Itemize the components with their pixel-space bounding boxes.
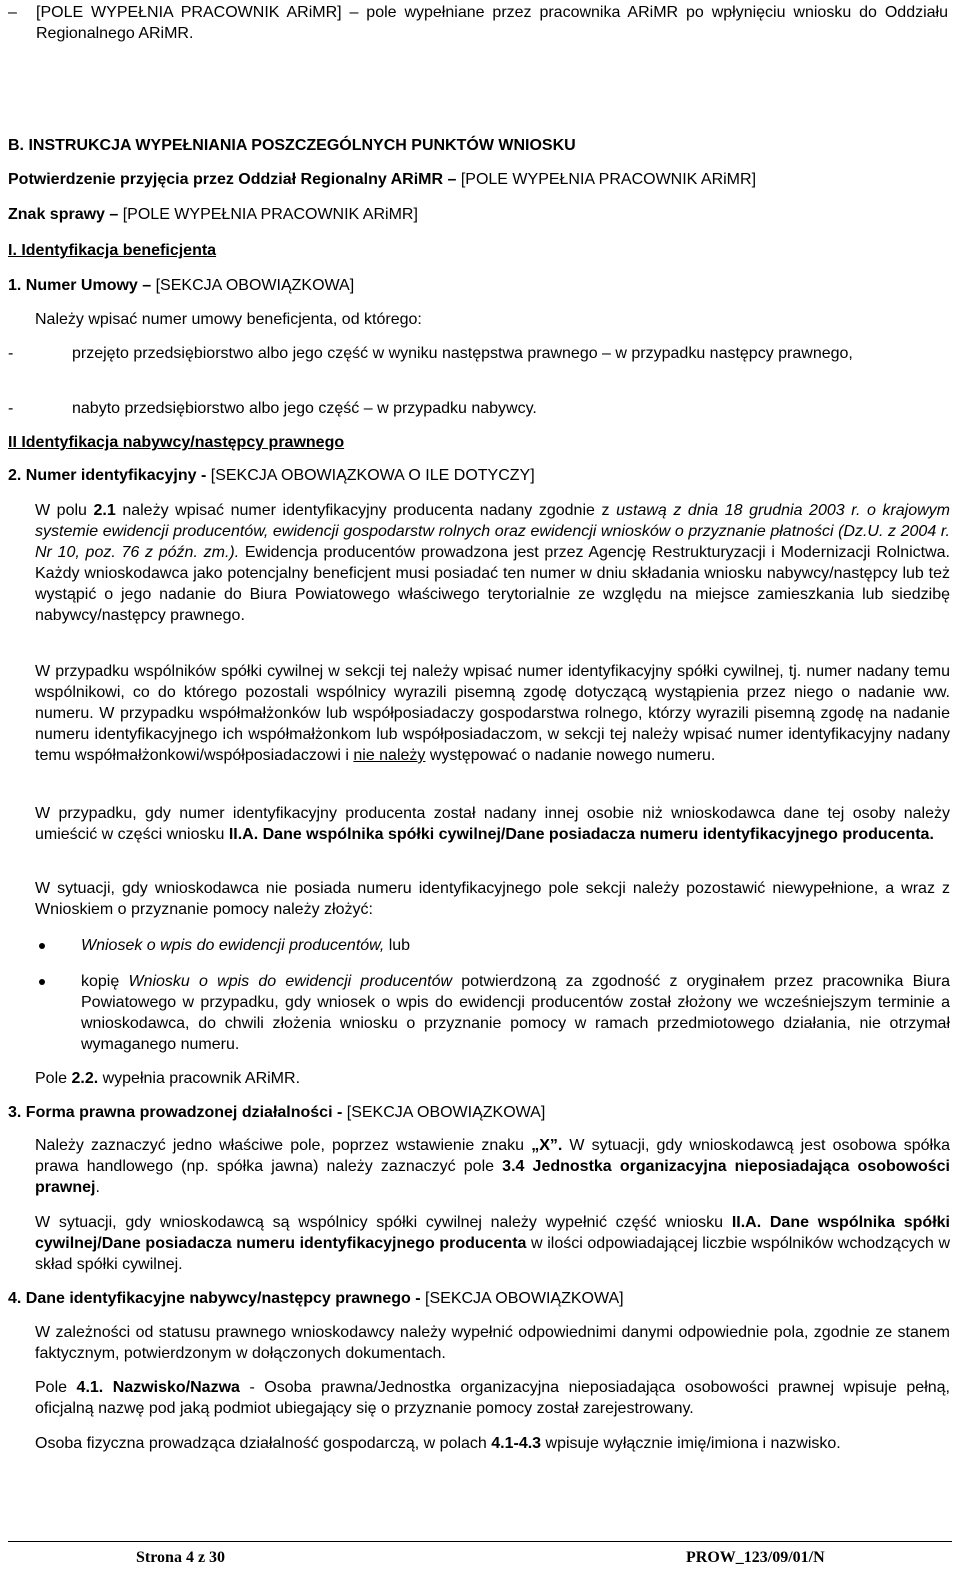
case-number-line: [8, 204, 950, 225]
text-span: W sytuacji, gdy wnioskodawca nie posiada numeru identyfikacyjnego pole sekcji należy pozostawić niewypełnione, a wraz z Wnioskiem o przyznanie pomocy należy złożyć:: [35, 880, 950, 918]
top-list-item: [8, 2, 948, 44]
item2-section: [SEKCJA OBOWIĄZKOWA O ILE DOTYCZY]: [206, 467, 535, 484]
item3-label: 3. Forma prawna prowadzonej działalności -: [8, 1104, 343, 1121]
text-span: Należy zaznaczyć jedno właściwe pole, poprzez wstawienie znaku: [35, 1137, 532, 1154]
item2-heading: [8, 465, 950, 486]
heading-acquirer: II Identyfikacja nabywcy/następcy prawnego: [8, 434, 345, 451]
text-span: W polu: [35, 502, 94, 519]
item4-paragraph: [35, 1377, 950, 1419]
item1-intro: Należy wpisać numer umowy beneficjenta, od którego:: [35, 311, 422, 328]
field-ref: 3.4 Jednostka organizacyjna nieposiadająca osobowości prawnej: [35, 1158, 950, 1196]
section-b-heading: B. INSTRUKCJA WYPEŁNIANIA POSZCZEGÓLNYCH PUNKTÓW WNIOSKU: [8, 137, 576, 154]
field-ref: 4.1. Nazwisko/Nazwa: [76, 1379, 240, 1396]
item4-section: [SEKCJA OBOWIĄZKOWA]: [420, 1290, 624, 1307]
confirm-line: [8, 169, 950, 190]
list-dash: –: [8, 4, 17, 21]
document-code: PROW_123/09/01/N: [686, 1549, 825, 1566]
bullet-text: [81, 935, 950, 956]
confirm-label: Potwierdzenie przyjęcia przez Oddział Regionalny ARiMR –: [8, 171, 457, 188]
item2-paragraph: [35, 878, 950, 920]
item3-section: [SEKCJA OBOWIĄZKOWA]: [342, 1104, 546, 1121]
law-citation: ustawą z dnia 18 grudnia 2003 r. o krajowym systemie ewidencji producentów, ewidencji gospodarstw rolnych oraz ewidencji wniosków o przyznanie płatności (Dz.U. z 2004 r. Nr 10, poz. 76 z późn. zm.).: [35, 502, 950, 561]
text-span: - Osoba prawna/Jednostka organizacyjna nieposiadająca osobowości prawnej wpisuje pełną, oficjalną nazwę pod jaką podmiot ubiegający się o przyznanie pomocy został zarejestrowany.: [35, 1379, 950, 1417]
underlined-text: nie należy: [353, 747, 426, 764]
list-dash: -: [8, 345, 14, 362]
case-number-label: Znak sprawy –: [8, 206, 119, 223]
text-span: w ilości odpowiadającej liczbie wspólników wchodzących w skład spółki cywilnej.: [35, 1235, 951, 1273]
text-span: W sytuacji, gdy wnioskodawcą jest osobowa spółka prawa handlowego (np. spółka jawna) należy zaznaczyć pole: [35, 1137, 950, 1175]
bullet-dot-icon: [39, 979, 45, 985]
bullet-text: [81, 971, 950, 1055]
item3-heading: [8, 1102, 950, 1123]
bullet-dot-icon: [39, 943, 45, 949]
item1-list-item: [8, 343, 950, 364]
field-ref: 4.1-4.3: [491, 1435, 542, 1452]
bullet-item: [35, 971, 950, 1055]
text-span: W przypadku wspólników spółki cywilnej w sekcji tej należy wpisać numer identyfikacyjny spółki cywilnej, tj. numer nadany temu wspólnikowi, co do którego pozostali wspólnicy wyrazili pisemną zgodę dotyczącą wystąpienia przez niego o nadanie ww. numeru. W przypadku współmałżonków lub współposiadaczy gospodarstwa rolnego, którzy wyrazili pisemną zgodę na nadanie numeru identyfikacyjnego ich współmałżonkom lub współposiadaczom, w sekcji tej należy wpisać numer identyfikacyjny nadany temu współmałżonkowi/współposiadaczowi i: [35, 663, 950, 764]
confirm-value: [POLE WYPEŁNIA PRACOWNIK ARiMR]: [456, 171, 757, 188]
item4-paragraph: W zależności od statusu prawnego wnioskodawcy należy wypełnić odpowiednimi danymi odpowiednie pola, zgodnie ze stanem faktycznym, potwierdzonym w dołączonych dokumentach.: [35, 1324, 950, 1362]
item3-paragraph: [35, 1135, 950, 1198]
text-span: Ewidencja producentów prowadzona jest przez Agencję Restrukturyzacji i Modernizacji Rolnictwa. Każdy wnioskodawca jako potencjalny beneficjent musi posiadać ten numer w dniu składania wniosku nabywcy/następcy lub też wystąpić o jego nadanie do Biura Powiatowego właściwego terytorialnie ze względu na miejsce zamieszkania lub siedzibę nabywcy/następcy prawnego.: [35, 544, 951, 624]
item1-heading: [8, 275, 950, 296]
item2-paragraph: [35, 661, 950, 766]
case-number-value: [POLE WYPEŁNIA PRACOWNIK ARiMR]: [118, 206, 418, 223]
item1-list-item: [8, 398, 950, 419]
text-span: lub: [384, 937, 411, 954]
item4-label: 4. Dane identyfikacyjne nabywcy/następcy prawnego -: [8, 1290, 421, 1307]
mark-symbol: „X”.: [531, 1137, 563, 1154]
item2-paragraph: [35, 1068, 950, 1089]
text-span: .: [95, 1179, 100, 1196]
section-ref: II.A. Dane wspólnika spółki cywilnej/Dane posiadacza numeru identyfikacyjnego producenta: [35, 1214, 950, 1252]
text-span: należy wpisać numer identyfikacyjny producenta nadany zgodnie z: [115, 502, 617, 519]
item1-list-text: przejęto przedsiębiorstwo albo jego część w wyniku następstwa prawnego – w przypadku następcy prawnego,: [72, 345, 853, 362]
footer-divider: [8, 1541, 952, 1542]
item1-list-text: nabyto przedsiębiorstwo albo jego część – w przypadku nabywcy.: [72, 400, 537, 417]
field-ref: 2.1: [93, 502, 116, 519]
text-span: W sytuacji, gdy wnioskodawcą są wspólnicy spółki cywilnej należy wypełnić część wniosku: [35, 1214, 732, 1231]
text-span: Pole: [35, 1379, 77, 1396]
list-dash: -: [8, 400, 14, 417]
text-span: wypełnia pracownik ARiMR.: [98, 1070, 301, 1087]
item4-paragraph: [35, 1433, 950, 1454]
field-ref: 2.2.: [71, 1070, 99, 1087]
text-span: Osoba fizyczna prowadząca działalność gospodarczą, w polach: [35, 1435, 492, 1452]
text-span: W przypadku, gdy numer identyfikacyjny producenta został nadany innej osobie niż wnioskodawca dane tej osoby należy umieścić w części wniosku: [35, 805, 950, 843]
text-span: występować o nadanie nowego numeru.: [425, 747, 716, 764]
bullet-item: [35, 935, 950, 956]
item2-label: 2. Numer identyfikacyjny -: [8, 467, 207, 484]
item2-paragraph: [35, 803, 950, 845]
item1-label: 1. Numer Umowy –: [8, 277, 152, 294]
item3-paragraph: [35, 1212, 950, 1275]
item1-section: [SEKCJA OBOWIĄZKOWA]: [151, 277, 355, 294]
text-span: Pole: [35, 1070, 72, 1087]
item2-paragraph: [35, 500, 950, 626]
section-ref: II.A. Dane wspólnika spółki cywilnej/Dane posiadacza numeru identyfikacyjnego producenta.: [228, 826, 934, 843]
text-span: kopię: [81, 973, 129, 990]
italic-text: Wniosku o wpis do ewidencji producentów: [128, 973, 453, 990]
text-span: wpisuje wyłącznie imię/imiona i nazwisko.: [541, 1435, 841, 1452]
item4-heading: [8, 1288, 950, 1309]
heading-beneficiary: I. Identyfikacja beneficjenta: [8, 242, 217, 259]
text-span: potwierdzoną za zgodność z oryginałem przez pracownika Biura Powiatowego w przypadku, gdy wniosek o wpis do ewidencji producentów został złożony we wcześniejszym terminie a wnioskodawca, do chwili złożenia wniosku o przyznanie pomocy w ramach przedmiotowego działania, nie otrzymał wymaganego numeru.: [81, 973, 950, 1053]
italic-text: Wniosek o wpis do ewidencji producentów,: [81, 937, 385, 954]
top-item-text: [POLE WYPEŁNIA PRACOWNIK ARiMR] – pole wypełniane przez pracownika ARiMR po wpłynięciu wniosku do Oddziału Regionalnego ARiMR.: [36, 4, 948, 42]
page-number: Strona 4 z 30: [136, 1549, 226, 1566]
